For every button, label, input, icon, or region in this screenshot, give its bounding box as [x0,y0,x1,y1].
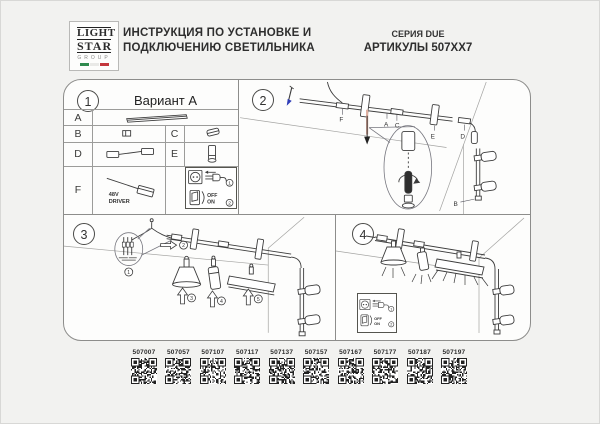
page-title [123,26,315,56]
qr-code [441,358,467,384]
qr-code [407,358,433,384]
cylinder-spot [417,248,429,271]
arrow-up-4 [207,291,217,307]
svg-text:2: 2 [182,243,186,250]
insert-arrow [364,116,370,145]
step-2-marker [180,241,188,249]
article-item [232,349,262,389]
svg-text:1: 1 [228,181,231,187]
article-item [129,349,159,389]
svg-text:1: 1 [390,307,393,312]
label-e: E [430,133,435,141]
article-item [267,349,297,389]
row-label-c: C [170,128,179,140]
qr-code [131,358,157,384]
power-cable [327,82,342,103]
cylinder-spot [208,256,221,289]
screw [287,86,294,106]
part-d-link [107,148,154,157]
row-label-e: E [170,148,178,160]
row-label-b: B [74,128,82,140]
qr-code [269,358,295,384]
part-b-adapter [123,131,131,136]
articles-label: АРТИКУЛЫ 507XX7 [363,42,473,54]
panel-variant-a [64,80,239,215]
cylinder-light-rays [412,274,431,284]
driver-word: DRIVER [108,199,130,206]
article-item [198,349,228,389]
svg-text:4: 4 [219,298,223,305]
arrow-up-3 [178,288,188,304]
title-line2: ПОДКЛЮЧЕНИЮ СВЕТИЛЬНИКА [123,42,315,54]
slide-arrow [161,241,177,249]
article-number: 507157 [304,349,328,356]
step-3-marker [188,294,196,302]
label-d: D [460,133,466,141]
cone-lamp [173,256,201,287]
title-line1: ИНСТРУКЦИЯ ПО УСТАНОВКЕ И [123,27,312,39]
qr-code [303,358,329,384]
article-number: 507107 [201,349,225,356]
article-item [405,349,435,389]
switch-on-label: ON [374,321,380,327]
svg-text:5: 5 [256,296,260,303]
article-item [370,349,400,389]
article-item [163,349,193,389]
svg-text:3: 3 [190,295,193,302]
cone-light-rays [382,267,405,278]
step-1-marker [389,306,394,311]
plug-icon [205,171,226,182]
qr-code [234,358,260,384]
article-number: 507187 [408,349,431,356]
lightstar-logo [69,21,119,71]
article-item [301,349,331,389]
switch-icon [190,190,204,204]
qr-code [338,358,364,384]
step-4-marker [217,297,225,305]
panel4-number: 4 [352,223,374,245]
qr-code [200,358,226,384]
panel-finished [336,215,530,340]
power-steps-box [357,293,397,333]
detail-callout [369,126,432,209]
series-label: СЕРИЯ DUE [391,29,445,39]
switch-off-label: OFF [374,315,382,321]
article-item [336,349,366,389]
svg-text:2: 2 [390,322,393,327]
label-c: C [394,122,400,130]
logo-word-star: STAR [77,39,113,53]
step-5-marker [254,295,262,303]
article-number: 507177 [373,349,397,356]
outlet-icon [360,299,370,309]
article-item [439,349,469,389]
step-2-marker [389,322,394,327]
mounting-diagram [239,80,530,214]
wires-detail [119,237,137,261]
row-label-a: A [74,112,82,124]
italian-flag-icon [70,63,118,66]
switch-icon [361,315,372,326]
switch-on-label: ON [207,199,215,206]
panel-mounting [239,80,530,215]
track [300,95,497,201]
series-block [353,29,483,54]
step-1-marker [226,179,233,186]
label-f: F [339,116,344,124]
step-2-marker [226,199,233,206]
logo-word-group: GROUP [77,55,111,61]
svg-text:2: 2 [228,201,231,207]
variant-title: Вариант А [133,93,198,108]
article-qr-strip [129,349,469,389]
part-c-cap [207,128,220,137]
article-number: 507137 [270,349,294,356]
power-steps-box [185,167,237,209]
outlet-icon [189,170,202,183]
driver-voltage: 48V [108,192,119,199]
article-number: 507007 [132,349,156,356]
panel3-number: 3 [73,223,95,245]
article-number: 507167 [339,349,363,356]
qr-code [372,358,398,384]
svg-text:1: 1 [127,270,131,277]
diagram-board [63,79,531,341]
article-number: 507197 [442,349,466,356]
row-label-d: D [74,148,82,160]
switch-off-label: OFF [207,193,218,200]
logo-word-light: LIGHT [77,27,116,39]
label-a: A [384,121,389,129]
part-e-suspension [208,146,216,163]
panel2-number: 2 [252,89,274,111]
row-label-f: F [74,184,82,196]
step-1-marker [125,268,133,276]
panel1-number: 1 [77,90,99,112]
fixtures-diagram [64,215,335,340]
article-number: 507117 [236,349,259,356]
qr-code [165,358,191,384]
article-number: 507057 [166,349,190,356]
label-b: B [453,201,458,209]
plug-icon [372,300,388,308]
panel-fixtures [64,215,336,340]
